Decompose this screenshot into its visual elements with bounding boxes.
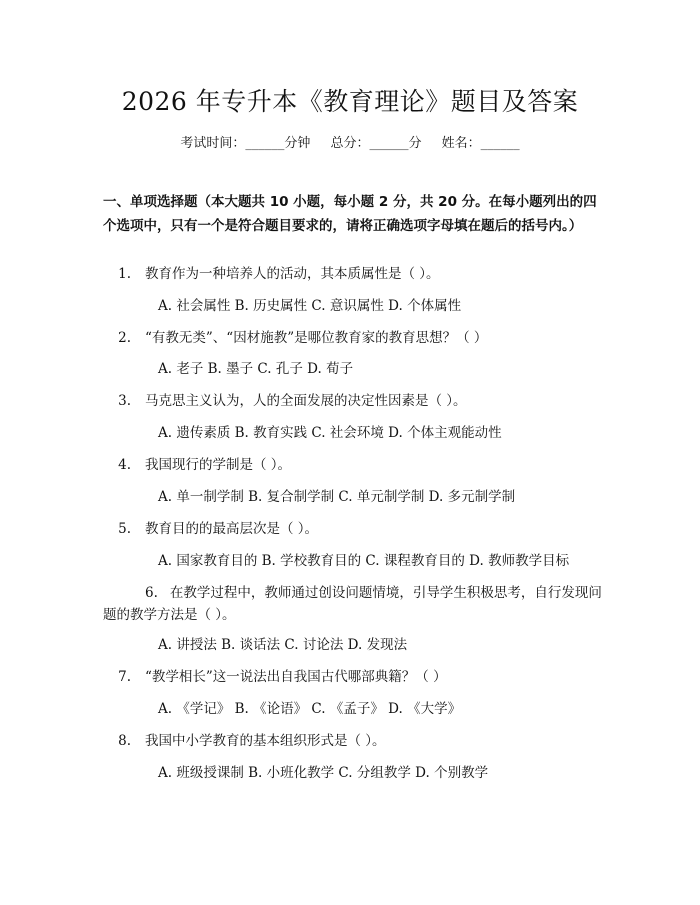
question-5-options: A. 国家教育目的 B. 学校教育目的 C. 课程教育目的 D. 教师教学目标 [158,553,570,569]
question-8 [103,730,603,752]
question-text: 教育目的的最高层次是（ ）。 [145,521,319,537]
question-text: 马克思主义认为，人的全面发展的决定性因素是（ ）。 [145,393,467,409]
question-7-options: A. 《学记》 B. 《论语》 C. 《孟子》 D. 《大学》 [158,701,462,717]
question-1-options: A. 社会属性 B. 历史属性 C. 意识属性 D. 个体属性 [158,298,462,314]
question-3 [103,390,603,412]
page-title: 2026 年专升本《教育理论》题目及答案 [121,87,579,116]
question-3-options: A. 遗传素质 B. 教育实践 C. 社会环境 D. 个体主观能动性 [158,425,502,441]
question-4 [103,454,603,476]
question-2 [103,327,603,349]
question-number: 2. [118,330,131,346]
exam-time-field: 考试时间：______分钟 [180,136,311,151]
question-4-options: A. 单一制学制 B. 复合制学制 C. 单元制学制 D. 多元制学制 [158,489,516,505]
question-2-options: A. 老子 B. 墨子 C. 孔子 D. 荀子 [158,361,354,377]
question-text: “有教无类”、“因材施教”是哪位教育家的教育思想？（ ） [145,330,488,346]
question-text: 教育作为一种培养人的活动，其本质属性是（ ）。 [145,266,440,282]
question-number: 6. [145,585,158,601]
question-8-options: A. 班级授课制 B. 小班化教学 C. 分组教学 D. 个别教学 [158,765,489,781]
question-text: 在教学过程中，教师通过创设问题情境，引导学生积极思考，自行发现问题的教学方法是（ ）。 [103,585,602,623]
question-number: 8. [118,733,131,749]
question-1 [103,263,603,285]
question-number: 1. [118,266,131,282]
student-name-field: 姓名：______ [441,136,520,151]
question-5 [103,518,603,540]
question-text: 我国中小学教育的基本组织形式是（ ）。 [145,733,386,749]
question-7 [103,666,603,688]
total-score-field: 总分：______分 [330,136,422,151]
question-number: 5. [118,521,131,537]
section-heading: 一、单项选择题（本大题共 10 小题，每小题 2 分，共 20 分。在每小题列出的四个选项中，只有一个是符合题目要求的，请将正确选项字母填在题后的括号内。） [103,194,597,234]
question-number: 7. [118,669,131,685]
question-number: 3. [118,393,131,409]
question-6 [103,582,603,626]
exam-meta [0,132,700,151]
question-text: 我国现行的学制是（ ）。 [145,457,292,473]
question-text: “教学相长”这一说法出自我国古代哪部典籍？（ ） [145,669,447,685]
question-6-options: A. 讲授法 B. 谈话法 C. 讨论法 D. 发现法 [158,637,408,653]
question-number: 4. [118,457,131,473]
